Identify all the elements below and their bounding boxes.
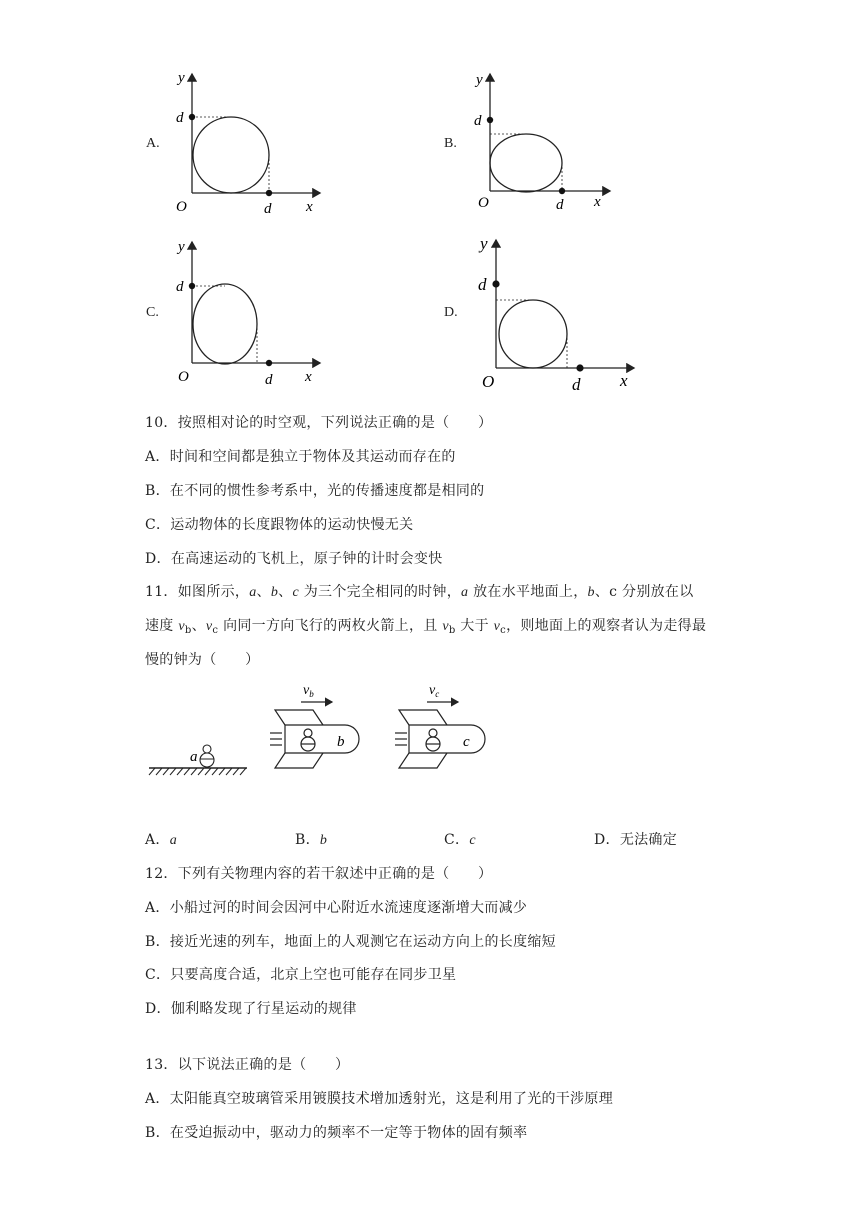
d-y-label: d — [474, 113, 482, 129]
q12-option-c: C．只要高度合适，北京上空也可能存在同步卫星 — [145, 967, 457, 983]
d-x-label: d — [265, 372, 273, 388]
d-y-label: d — [478, 275, 487, 294]
q10-option-c: C．运动物体的长度跟物体的运动快慢无关 — [145, 517, 414, 533]
graph-b — [468, 66, 628, 216]
option-a-label: A. — [146, 136, 160, 151]
axis-y-label: y — [178, 70, 185, 86]
axis-x-label: x — [594, 194, 601, 210]
graph-c — [170, 234, 330, 389]
d-x-label: d — [556, 197, 564, 213]
rocket-b-icon — [270, 710, 359, 768]
q11-figure — [145, 678, 505, 778]
option-b-label: B. — [444, 136, 457, 151]
origin-label: O — [178, 369, 189, 385]
axis-y-label: y — [178, 239, 185, 255]
clock-a-label: a — [190, 749, 198, 765]
graph-d — [474, 232, 644, 392]
axis-y-label: y — [476, 72, 483, 88]
q11-option-b: B．b — [295, 832, 328, 848]
q13-stem: 13．以下说法正确的是（ ） — [145, 1057, 350, 1073]
axis-x-label: x — [306, 199, 313, 215]
ground-hatch — [149, 768, 247, 775]
q11-stem-line1: 11．如图所示，a、b、c 为三个完全相同的时钟，a 放在水平地面上，b、c 分别放在以 — [145, 584, 694, 600]
q10-stem: 10．按照相对论的时空观，下列说法正确的是（ ） — [145, 415, 493, 431]
q10-option-b: B．在不同的惯性参考系中，光的传播速度都是相同的 — [145, 483, 485, 499]
q12-option-b: B．接近光速的列车，地面上的人观测它在运动方向上的长度缩短 — [145, 934, 556, 950]
clock-a-icon — [200, 745, 214, 767]
origin-label: O — [176, 199, 187, 215]
q10-option-a: A．时间和空间都是独立于物体及其运动而存在的 — [145, 449, 456, 465]
d-x-label: d — [264, 201, 272, 216]
vc-label: $v_c$ — [429, 683, 440, 699]
q11-option-d: D．无法确定 — [594, 832, 678, 848]
q12-option-a: A．小船过河的时间会因河中心附近水流速度逐渐增大而减少 — [145, 900, 528, 916]
d-y-label: d — [176, 279, 184, 295]
axis-x-label: x — [305, 369, 312, 385]
q11-stem-line2: 速度 $v_b$、$v_c$ 向同一方向飞行的两枚火箭上，且 $v_b$ 大于 $v_c$，则地面上的观察者认为走得最 — [145, 618, 707, 636]
q13-option-a: A．太阳能真空玻璃管采用镀膜技术增加透射光，这是利用了光的干涉原理 — [145, 1091, 614, 1107]
q12-stem: 12．下列有关物理内容的若干叙述中正确的是（ ） — [145, 866, 493, 882]
d-x-label: d — [572, 375, 581, 392]
origin-label: O — [482, 372, 495, 391]
q10-option-d: D．在高速运动的飞机上，原子钟的计时会变快 — [145, 551, 443, 567]
graph-a — [170, 66, 330, 216]
axis-x-label: x — [620, 371, 628, 390]
axis-y-label: y — [480, 234, 488, 253]
rocket-c-label: c — [463, 734, 470, 750]
origin-label: O — [478, 195, 489, 211]
rocket-c-icon — [395, 710, 485, 768]
q11-option-a: A．a — [145, 832, 178, 848]
q11-option-c: C．c — [444, 832, 476, 848]
vb-label: $v_b$ — [303, 683, 314, 699]
q11-stem-line3: 慢的钟为（ ） — [145, 652, 260, 668]
rocket-b-label: b — [337, 734, 345, 750]
q13-option-b: B．在受迫振动中，驱动力的频率不一定等于物体的固有频率 — [145, 1125, 528, 1141]
option-d-label: D. — [444, 305, 458, 320]
d-y-label: d — [176, 110, 184, 126]
option-c-label: C. — [146, 305, 159, 320]
q12-option-d: D．伽利略发现了行星运动的规律 — [145, 1001, 357, 1017]
